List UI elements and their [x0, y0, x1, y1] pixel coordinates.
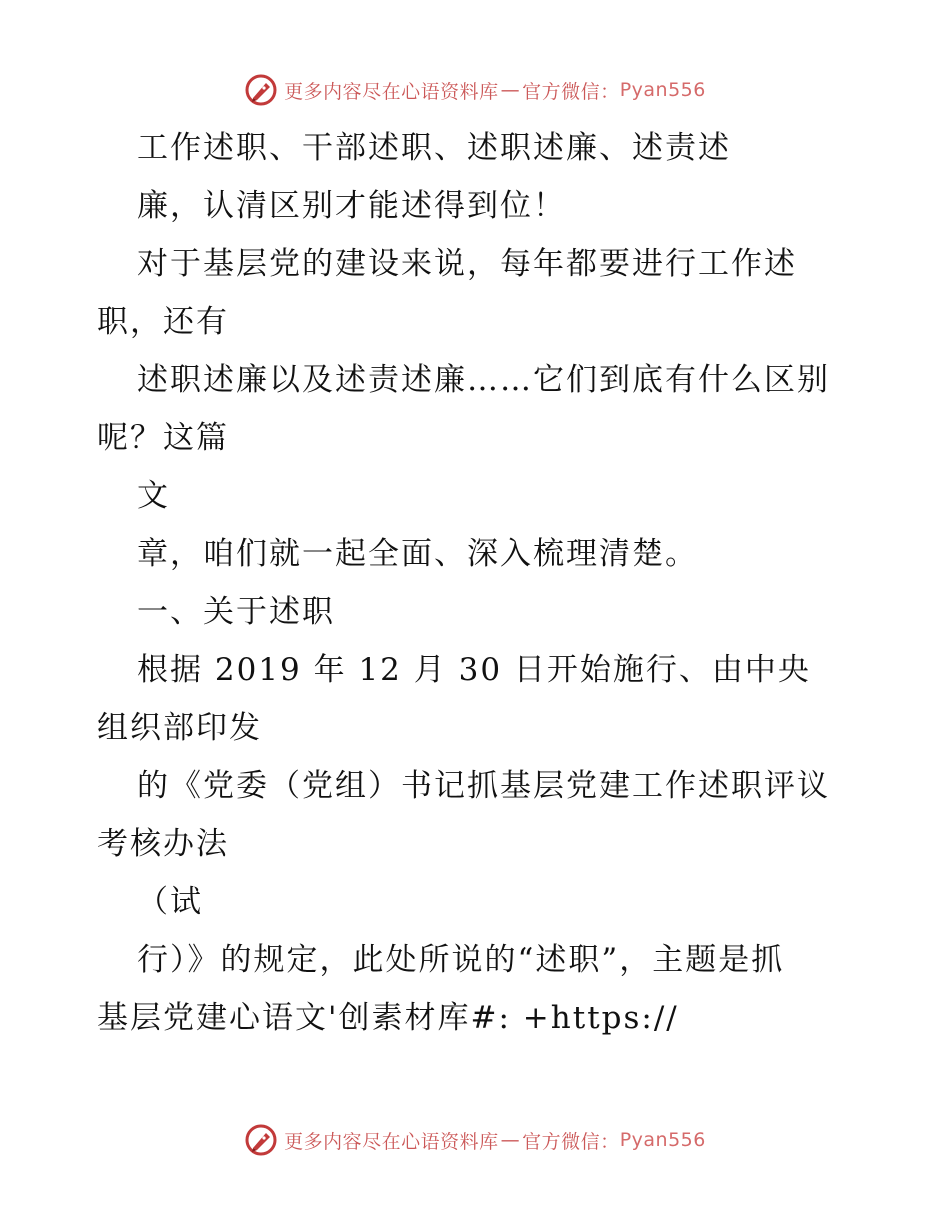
pen-nib-logo-icon	[244, 73, 278, 107]
watermark-wechat-label: 官方微信：	[522, 80, 620, 103]
watermark-text: 更多内容尽在心语资料库	[284, 1130, 499, 1153]
body-line: 考核办法	[97, 826, 229, 862]
body-line: 对于基层党的建设来说，每年都要进行工作述	[137, 246, 797, 282]
watermark-text: 更多内容尽在心语资料库	[284, 80, 499, 103]
header-watermark	[0, 70, 950, 110]
body-line: 廉，认清区别才能述得到位！	[137, 188, 566, 224]
watermark-dash: —	[500, 1129, 521, 1151]
footer-watermark	[0, 1120, 950, 1160]
body-line: 文	[137, 478, 170, 514]
body-line: 述职述廉以及述责述廉……它们到底有什么区别	[137, 362, 830, 398]
body-line: 组织部印发	[97, 710, 262, 746]
section-heading: 一、关于述职	[137, 594, 335, 630]
body-line: 呢？这篇	[97, 420, 229, 456]
body-line: 工作述职、干部述职、述职述廉、述责述	[137, 130, 731, 166]
body-line: 行）》的规定，此处所说的“述职”，主题是抓	[137, 942, 785, 978]
body-line: 职，还有	[97, 304, 229, 340]
body-line: 基层党建心语文'创素材库#: +https://	[97, 1000, 679, 1036]
body-line: 根据 2019 年 12 月 30 日开始施行、由中央	[137, 652, 811, 688]
watermark-wechat-label: 官方微信：	[522, 1130, 620, 1153]
body-line: 章，咱们就一起全面、深入梳理清楚。	[137, 536, 698, 572]
pen-nib-logo-icon	[244, 1123, 278, 1157]
watermark-wechat-id: Pyan556	[619, 79, 706, 101]
body-line: （试	[137, 884, 203, 920]
body-line: 的《党委（党组）书记抓基层党建工作述职评议	[137, 768, 830, 804]
watermark-dash: —	[500, 79, 521, 101]
watermark-wechat-id: Pyan556	[619, 1129, 706, 1151]
